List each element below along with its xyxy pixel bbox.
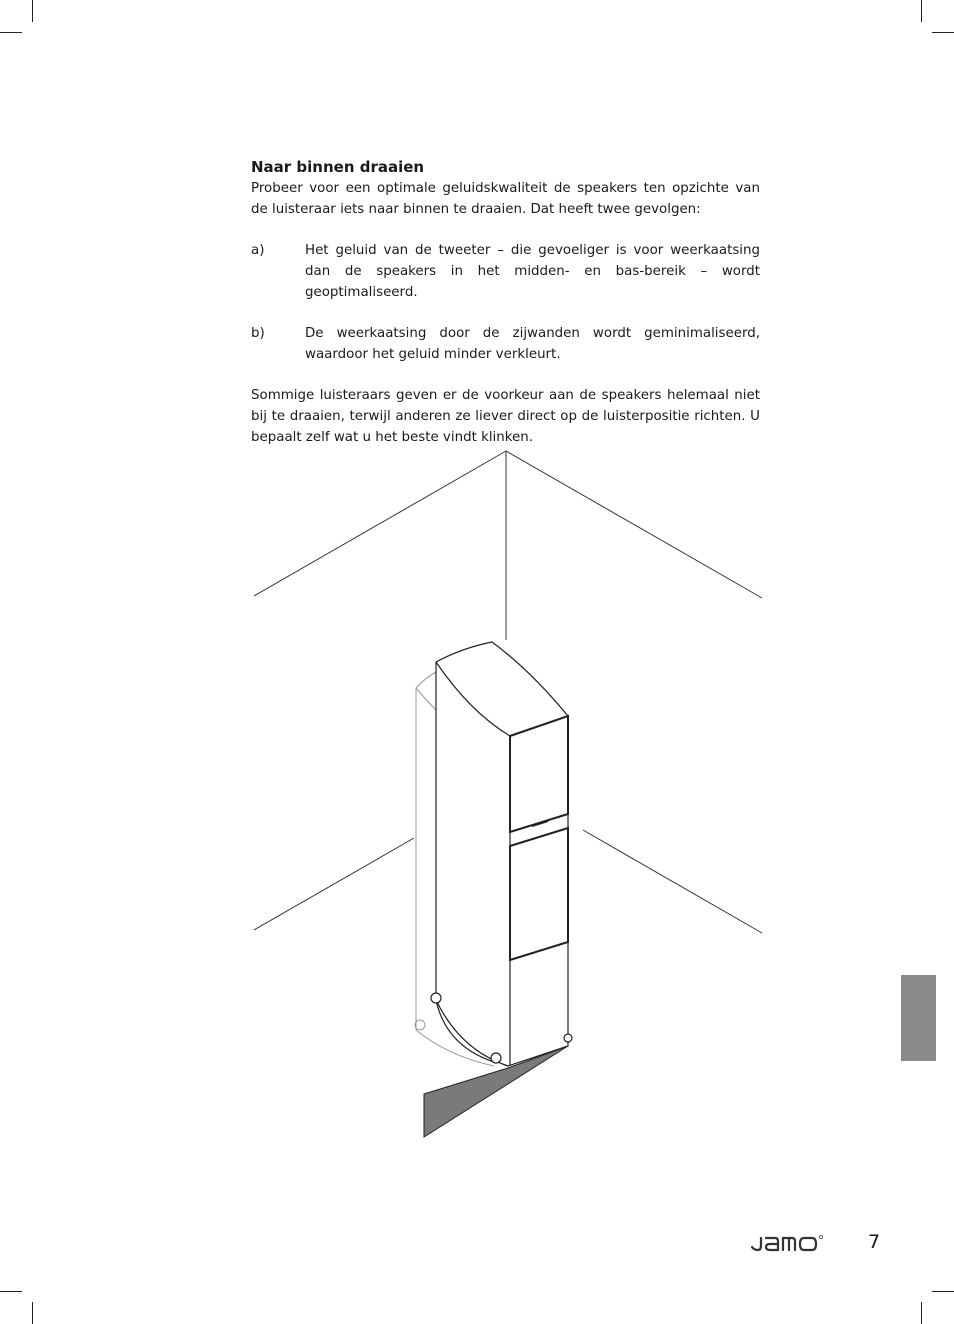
crop-mark [0,1291,22,1292]
section-tab [901,975,936,1061]
list-item [251,240,760,303]
list-text: De weerkaatsing door de zijwanden wordt geminimaliseerd, waardoor het geluid minder verkleurt. [305,326,760,362]
page-number: 7 [868,1231,881,1253]
list-marker: b) [251,326,265,341]
crop-mark [921,0,922,22]
closing-paragraph: Sommige luisteraars geven er de voorkeur aan de speakers helemaal niet bij te draaien, terwijl anderen ze liever direct op de luisterpositie richten. U bepaalt zelf wat u het beste vindt klinken. [251,388,760,445]
crop-mark [32,0,33,22]
crop-mark [0,32,22,33]
section-title: Naar binnen draaien [251,158,425,176]
crop-mark [932,1291,954,1292]
text-column [251,157,760,448]
list-text: Het geluid van de tweeter – die gevoeliger is voor weerkaatsing dan de speakers in het midden- en bas-bereik – wordt geoptimaliseerd. [305,243,760,300]
list-marker: a) [251,243,265,258]
list-item [251,323,760,365]
intro-paragraph: Probeer voor een optimale geluidskwaliteit de speakers ten opzichte van de luisteraar iets naar binnen te draaien. Dat heeft twee gevolgen: [251,181,760,217]
crop-mark [32,1302,33,1324]
crop-mark [921,1302,922,1324]
speaker-corner-illustration [240,445,770,1145]
jamo-logo-icon [748,1231,828,1253]
crop-mark [932,32,954,33]
